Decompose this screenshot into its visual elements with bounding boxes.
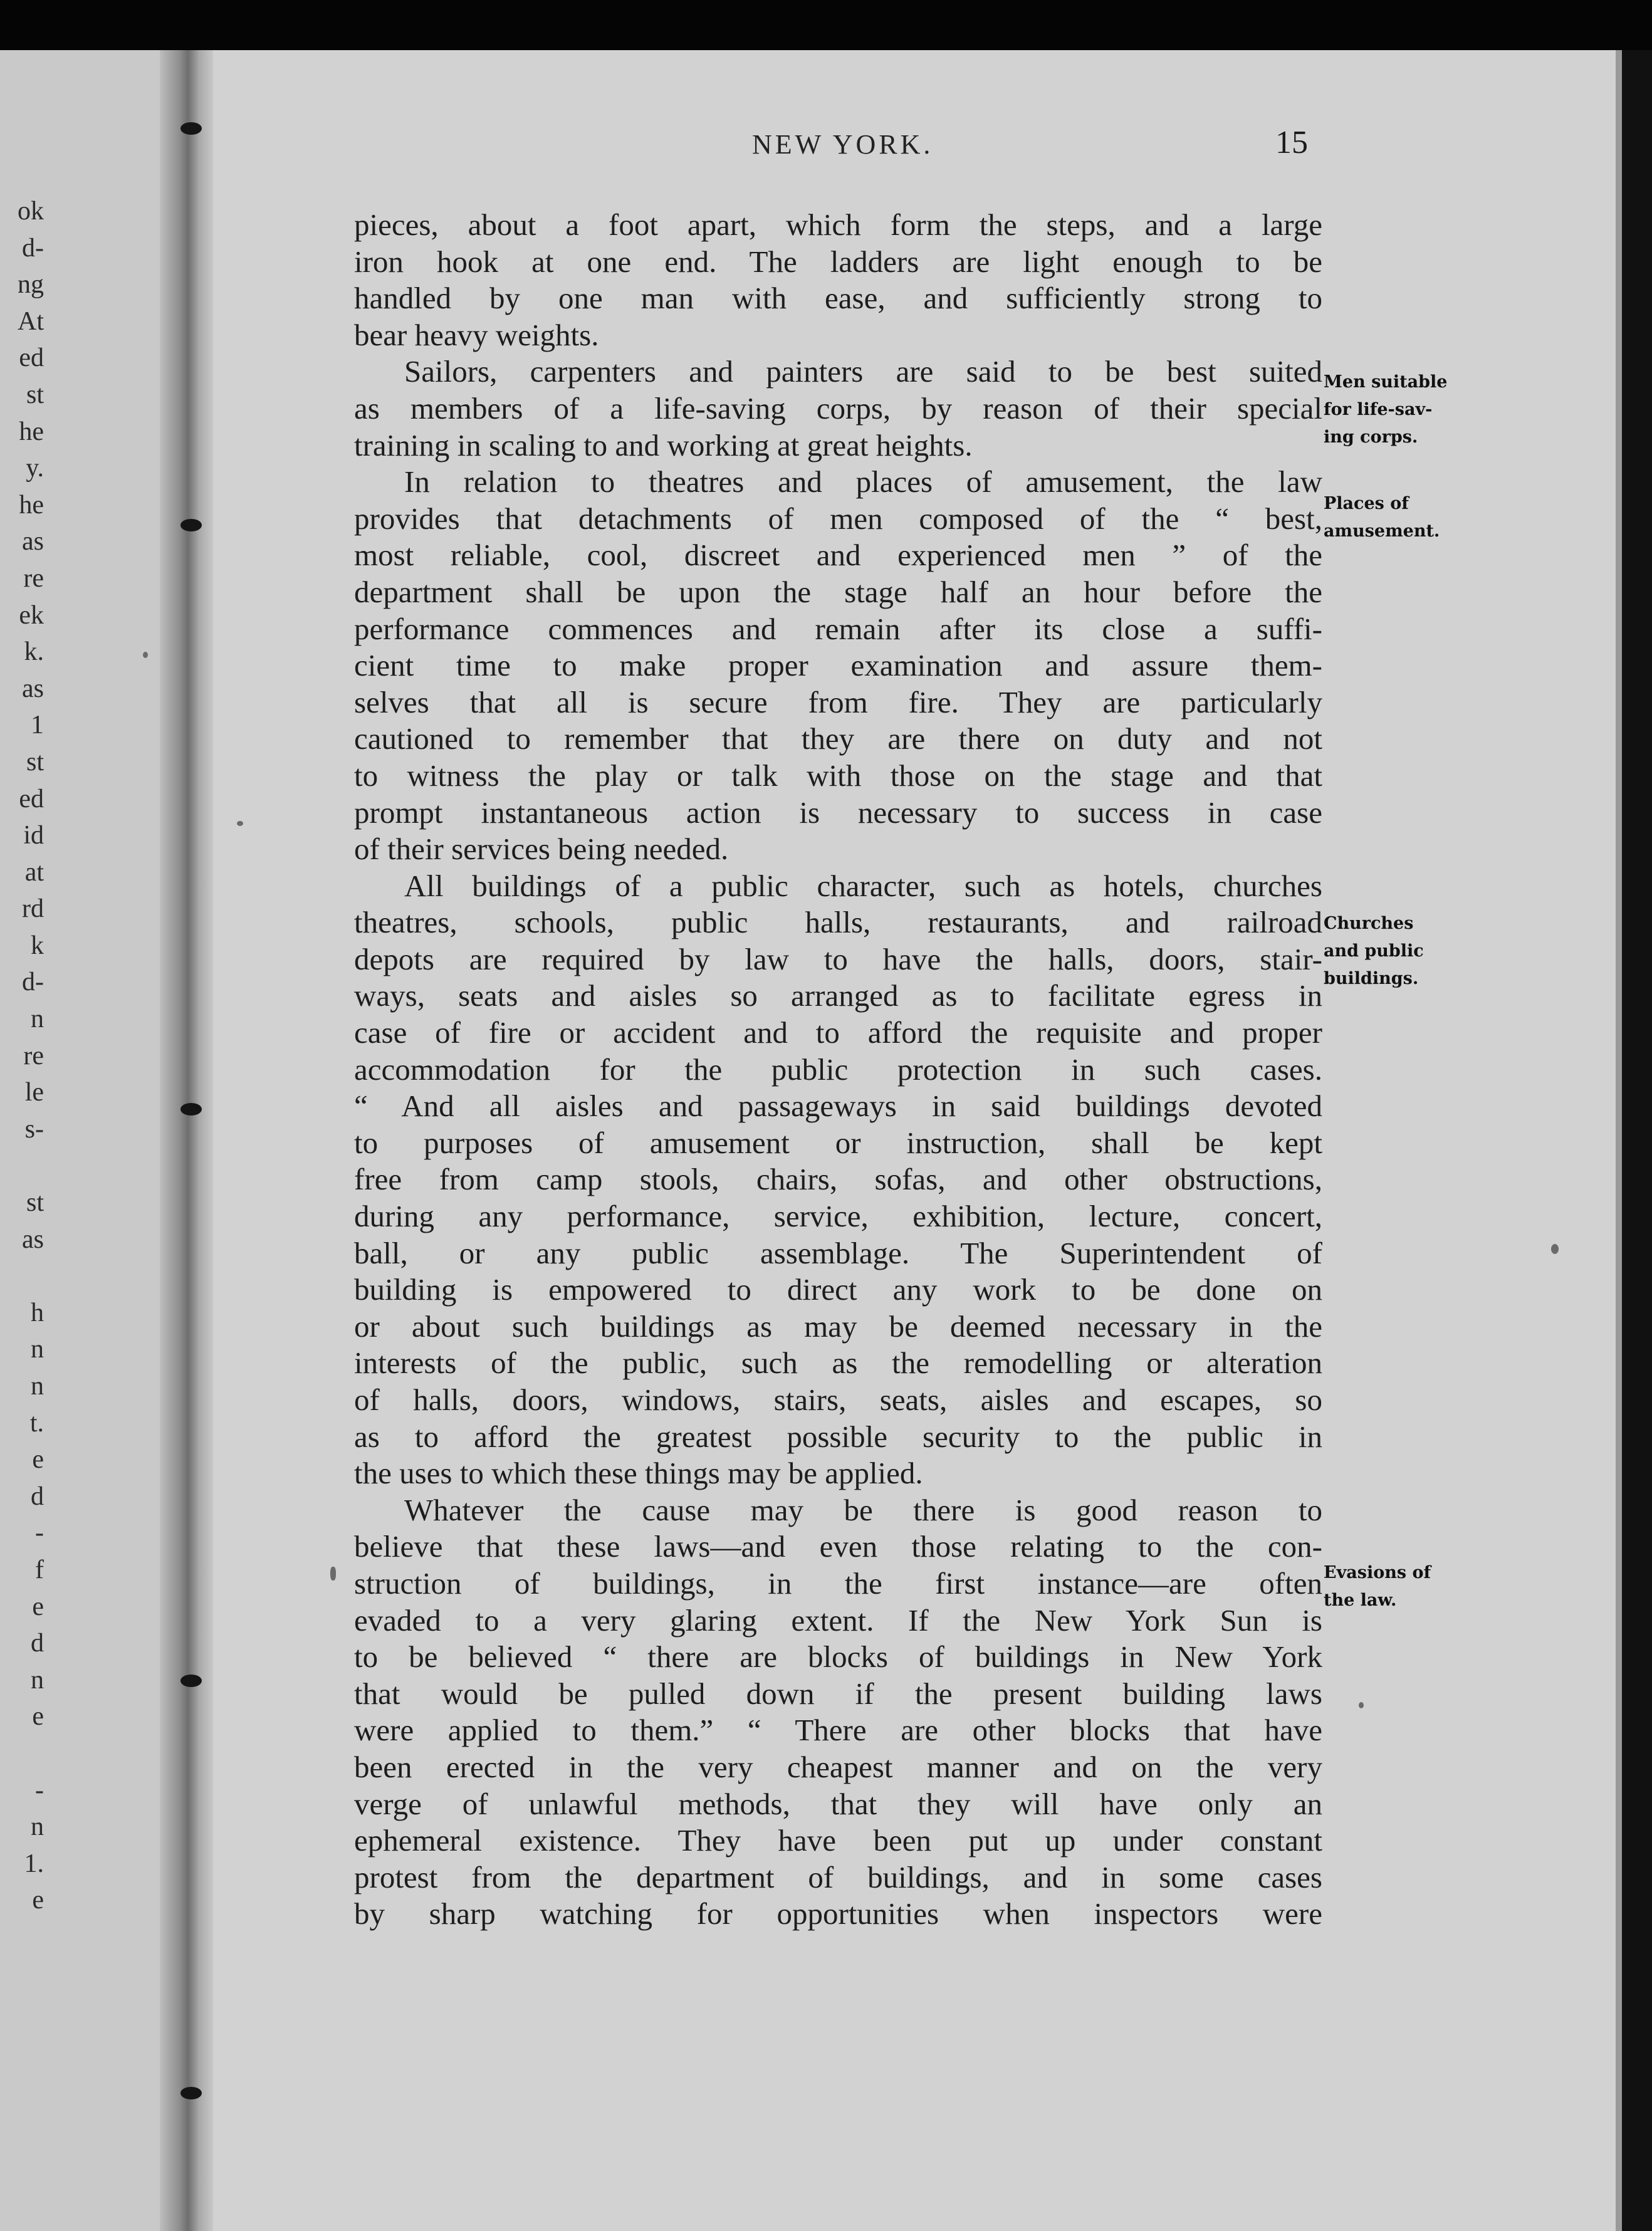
facing-page-fragment: st (26, 1188, 44, 1218)
text-line: performance commences and remain after its close a suffi- (354, 611, 1322, 646)
margin-note-public-buildings (1324, 910, 1487, 993)
text-line: by sharp watching for opportunities when inspectors were (354, 1896, 1322, 1931)
text-line: to be believed “ there are blocks of buildings in New York (354, 1639, 1322, 1675)
text-line: of their services being needed. (354, 832, 729, 867)
text-line: most reliable, cool, discreet and experienced men ” of the (354, 538, 1322, 573)
text-line: verge of unlawful methods, that they will have only an (354, 1786, 1322, 1821)
facing-page-fragment: f (35, 1555, 44, 1584)
facing-page-fragment: ed (19, 343, 44, 373)
facing-page-fragment: e (32, 1702, 44, 1732)
text-line: were applied to them.” “ There are other blocks that have (354, 1713, 1322, 1748)
facing-page-fragment: ek (19, 600, 44, 630)
scan-speck (330, 1567, 336, 1581)
facing-page-fragment: e (32, 1592, 44, 1621)
running-head: NEW YORK. (752, 129, 934, 160)
facing-page-fragment: 1. (24, 1849, 44, 1878)
facing-page-fragment: rd (22, 894, 44, 924)
page-edge-highlight (1616, 50, 1622, 2231)
facing-page-text-fragments (0, 194, 44, 1920)
scan-speck (1551, 1244, 1559, 1254)
facing-page-fragment: n (31, 1372, 44, 1401)
text-line: free from camp stools, chairs, sofas, and other obstructions, (354, 1162, 1322, 1197)
text-line: All buildings of a public character, such as hotels, churches (404, 868, 1322, 903)
text-line: the uses to which these things may be applied. (354, 1456, 923, 1491)
facing-page-fragment: as (22, 1225, 44, 1254)
facing-page-fragment: n (31, 1812, 44, 1842)
text-line: pieces, about a foot apart, which form the steps, and a large (354, 207, 1322, 242)
facing-page-fragment: s- (24, 1114, 44, 1144)
margin-note-line: Places of (1324, 494, 1409, 513)
facing-page-fragment: as (22, 527, 44, 556)
text-line: been erected in the very cheapest manner and on the very (354, 1749, 1322, 1784)
binding-stitch (180, 519, 202, 531)
facing-page-fragment: n (31, 1335, 44, 1364)
facing-page-fragment: d- (22, 968, 44, 997)
text-line: or about such buildings as may be deemed necessary in the (354, 1309, 1322, 1344)
scan-speck (143, 652, 148, 658)
facing-page-fragment: st (26, 747, 44, 776)
text-line: that would be pulled down if the present building laws (354, 1676, 1322, 1711)
text-line: cautioned to remember that they are there on duty and not (354, 721, 1322, 756)
text-line: interests of the public, such as the remodelling or alteration (354, 1345, 1322, 1381)
text-line: believe that these laws—and even those relating to the con- (354, 1529, 1322, 1564)
page-number: 15 (1275, 125, 1308, 160)
binding-stitch (180, 122, 202, 135)
facing-page-fragment: d (31, 1629, 44, 1658)
text-line: depots are required by law to have the halls, doors, stair- (354, 941, 1322, 976)
margin-note-line: and public (1324, 941, 1424, 961)
scan-right-border (1622, 50, 1652, 2231)
scan-top-border (0, 0, 1652, 53)
text-line: cient time to make proper examination and assure them- (354, 648, 1322, 683)
facing-page-fragment: re (23, 563, 44, 593)
text-line: “ And all aisles and passageways in said buildings devoted (354, 1089, 1322, 1124)
margin-note-line: Evasions of (1324, 1563, 1431, 1582)
text-line: In relation to theatres and places of amusement, the law (404, 464, 1322, 499)
margin-note-line: buildings. (1324, 969, 1419, 988)
facing-page-fragment: e (32, 1886, 44, 1915)
margin-note-line: Churches (1324, 914, 1414, 933)
margin-note-line: amusement. (1324, 521, 1440, 541)
text-line: accommodation for the public protection in such cases. (354, 1052, 1322, 1087)
facing-page-fragment: - (35, 1775, 44, 1805)
text-line: ways, seats and aisles so arranged as to facilitate egress in (354, 978, 1322, 1013)
text-line: theatres, schools, public halls, restaurants, and railroad (354, 905, 1322, 940)
text-line: protest from the department of buildings, and in some cases (354, 1859, 1322, 1894)
margin-note-line: ing corps. (1324, 427, 1418, 447)
text-line: department shall be upon the stage half an hour before the (354, 574, 1322, 609)
facing-page-fragment: y. (26, 454, 44, 483)
binding-gutter (160, 50, 216, 2231)
text-line: of halls, doors, windows, stairs, seats, aisles and escapes, so (354, 1382, 1322, 1417)
margin-note-amusement (1324, 490, 1487, 545)
text-line: struction of buildings, in the first instance—are often (354, 1565, 1322, 1601)
facing-page-fragment: ok (18, 197, 44, 226)
margin-note-evasions (1324, 1559, 1487, 1614)
text-line: bear heavy weights. (354, 317, 599, 352)
facing-page-fragment: re (23, 1041, 44, 1070)
facing-page-fragment: h (31, 1298, 44, 1327)
text-line: Whatever the cause may be there is good reason to (404, 1492, 1322, 1527)
facing-page-fragment: at (24, 857, 44, 887)
binding-stitch (180, 2087, 202, 2099)
facing-page-fragment: ng (18, 270, 44, 300)
binding-stitch (180, 1103, 202, 1116)
facing-page-fragment: le (24, 1078, 44, 1107)
scan-speck (1359, 1702, 1364, 1708)
text-line: ball, or any public assemblage. The Superintendent of (354, 1235, 1322, 1270)
facing-page-fragment: n (31, 1665, 44, 1695)
text-line: evaded to a very glaring extent. If the New York Sun is (354, 1602, 1322, 1638)
text-line: provides that detachments of men composed of the “ best, (354, 501, 1322, 536)
text-line: as members of a life-saving corps, by reason of their special (354, 390, 1322, 426)
facing-page-fragment: k. (24, 637, 44, 667)
facing-page-fragment: - (35, 1518, 44, 1548)
facing-page-fragment: he (19, 490, 44, 520)
facing-page-fragment: e (32, 1445, 44, 1475)
facing-page-fragment (0, 1737, 44, 1774)
facing-page-fragment (0, 1259, 44, 1296)
margin-note-life-saving (1324, 368, 1487, 451)
facing-page-fragment: he (19, 417, 44, 446)
text-line: to witness the play or talk with those on the stage and that (354, 758, 1322, 793)
facing-page-fragment: id (23, 821, 44, 850)
text-line: during any performance, service, exhibition, lecture, concert, (354, 1199, 1322, 1234)
facing-page-fragment: as (22, 674, 44, 703)
body-text (354, 207, 1322, 1933)
text-line: as to afford the greatest possible security to the public in (354, 1419, 1322, 1454)
facing-page-fragment: ed (19, 784, 44, 813)
text-line: selves that all is secure from fire. They are particularly (354, 684, 1322, 719)
text-line: to purposes of amusement or instruction, shall be kept (354, 1125, 1322, 1160)
facing-page-fragment (0, 1149, 44, 1186)
text-line: iron hook at one end. The ladders are light enough to be (354, 244, 1322, 279)
text-line: building is empowered to direct any work to be done on (354, 1272, 1322, 1307)
binding-stitch (180, 1675, 202, 1687)
text-line: ephemeral existence. They have been put up under constant (354, 1823, 1322, 1858)
facing-page-fragment: At (18, 306, 44, 336)
facing-page-fragment: t. (29, 1408, 44, 1438)
text-line: case of fire or accident and to afford the requisite and proper (354, 1015, 1322, 1050)
margin-note-line: the law. (1324, 1591, 1397, 1610)
text-line: training in scaling to and working at great heights. (354, 427, 973, 462)
facing-page-fragment: st (26, 380, 44, 409)
facing-page-fragment: 1 (31, 711, 44, 740)
facing-page-fragment: k (31, 931, 44, 960)
margin-note-line: for life-sav- (1324, 400, 1433, 419)
text-line: handled by one man with ease, and sufficiently strong to (354, 281, 1322, 316)
margin-note-line: Men suitable (1324, 372, 1448, 392)
facing-page-fragment: d (31, 1481, 44, 1511)
facing-page-fragment: n (31, 1005, 44, 1034)
scan-speck (237, 821, 243, 826)
facing-page-fragment: d- (22, 233, 44, 263)
text-line: Sailors, carpenters and painters are said to be best suited (404, 354, 1322, 389)
text-line: prompt instantaneous action is necessary to success in case (354, 795, 1322, 830)
